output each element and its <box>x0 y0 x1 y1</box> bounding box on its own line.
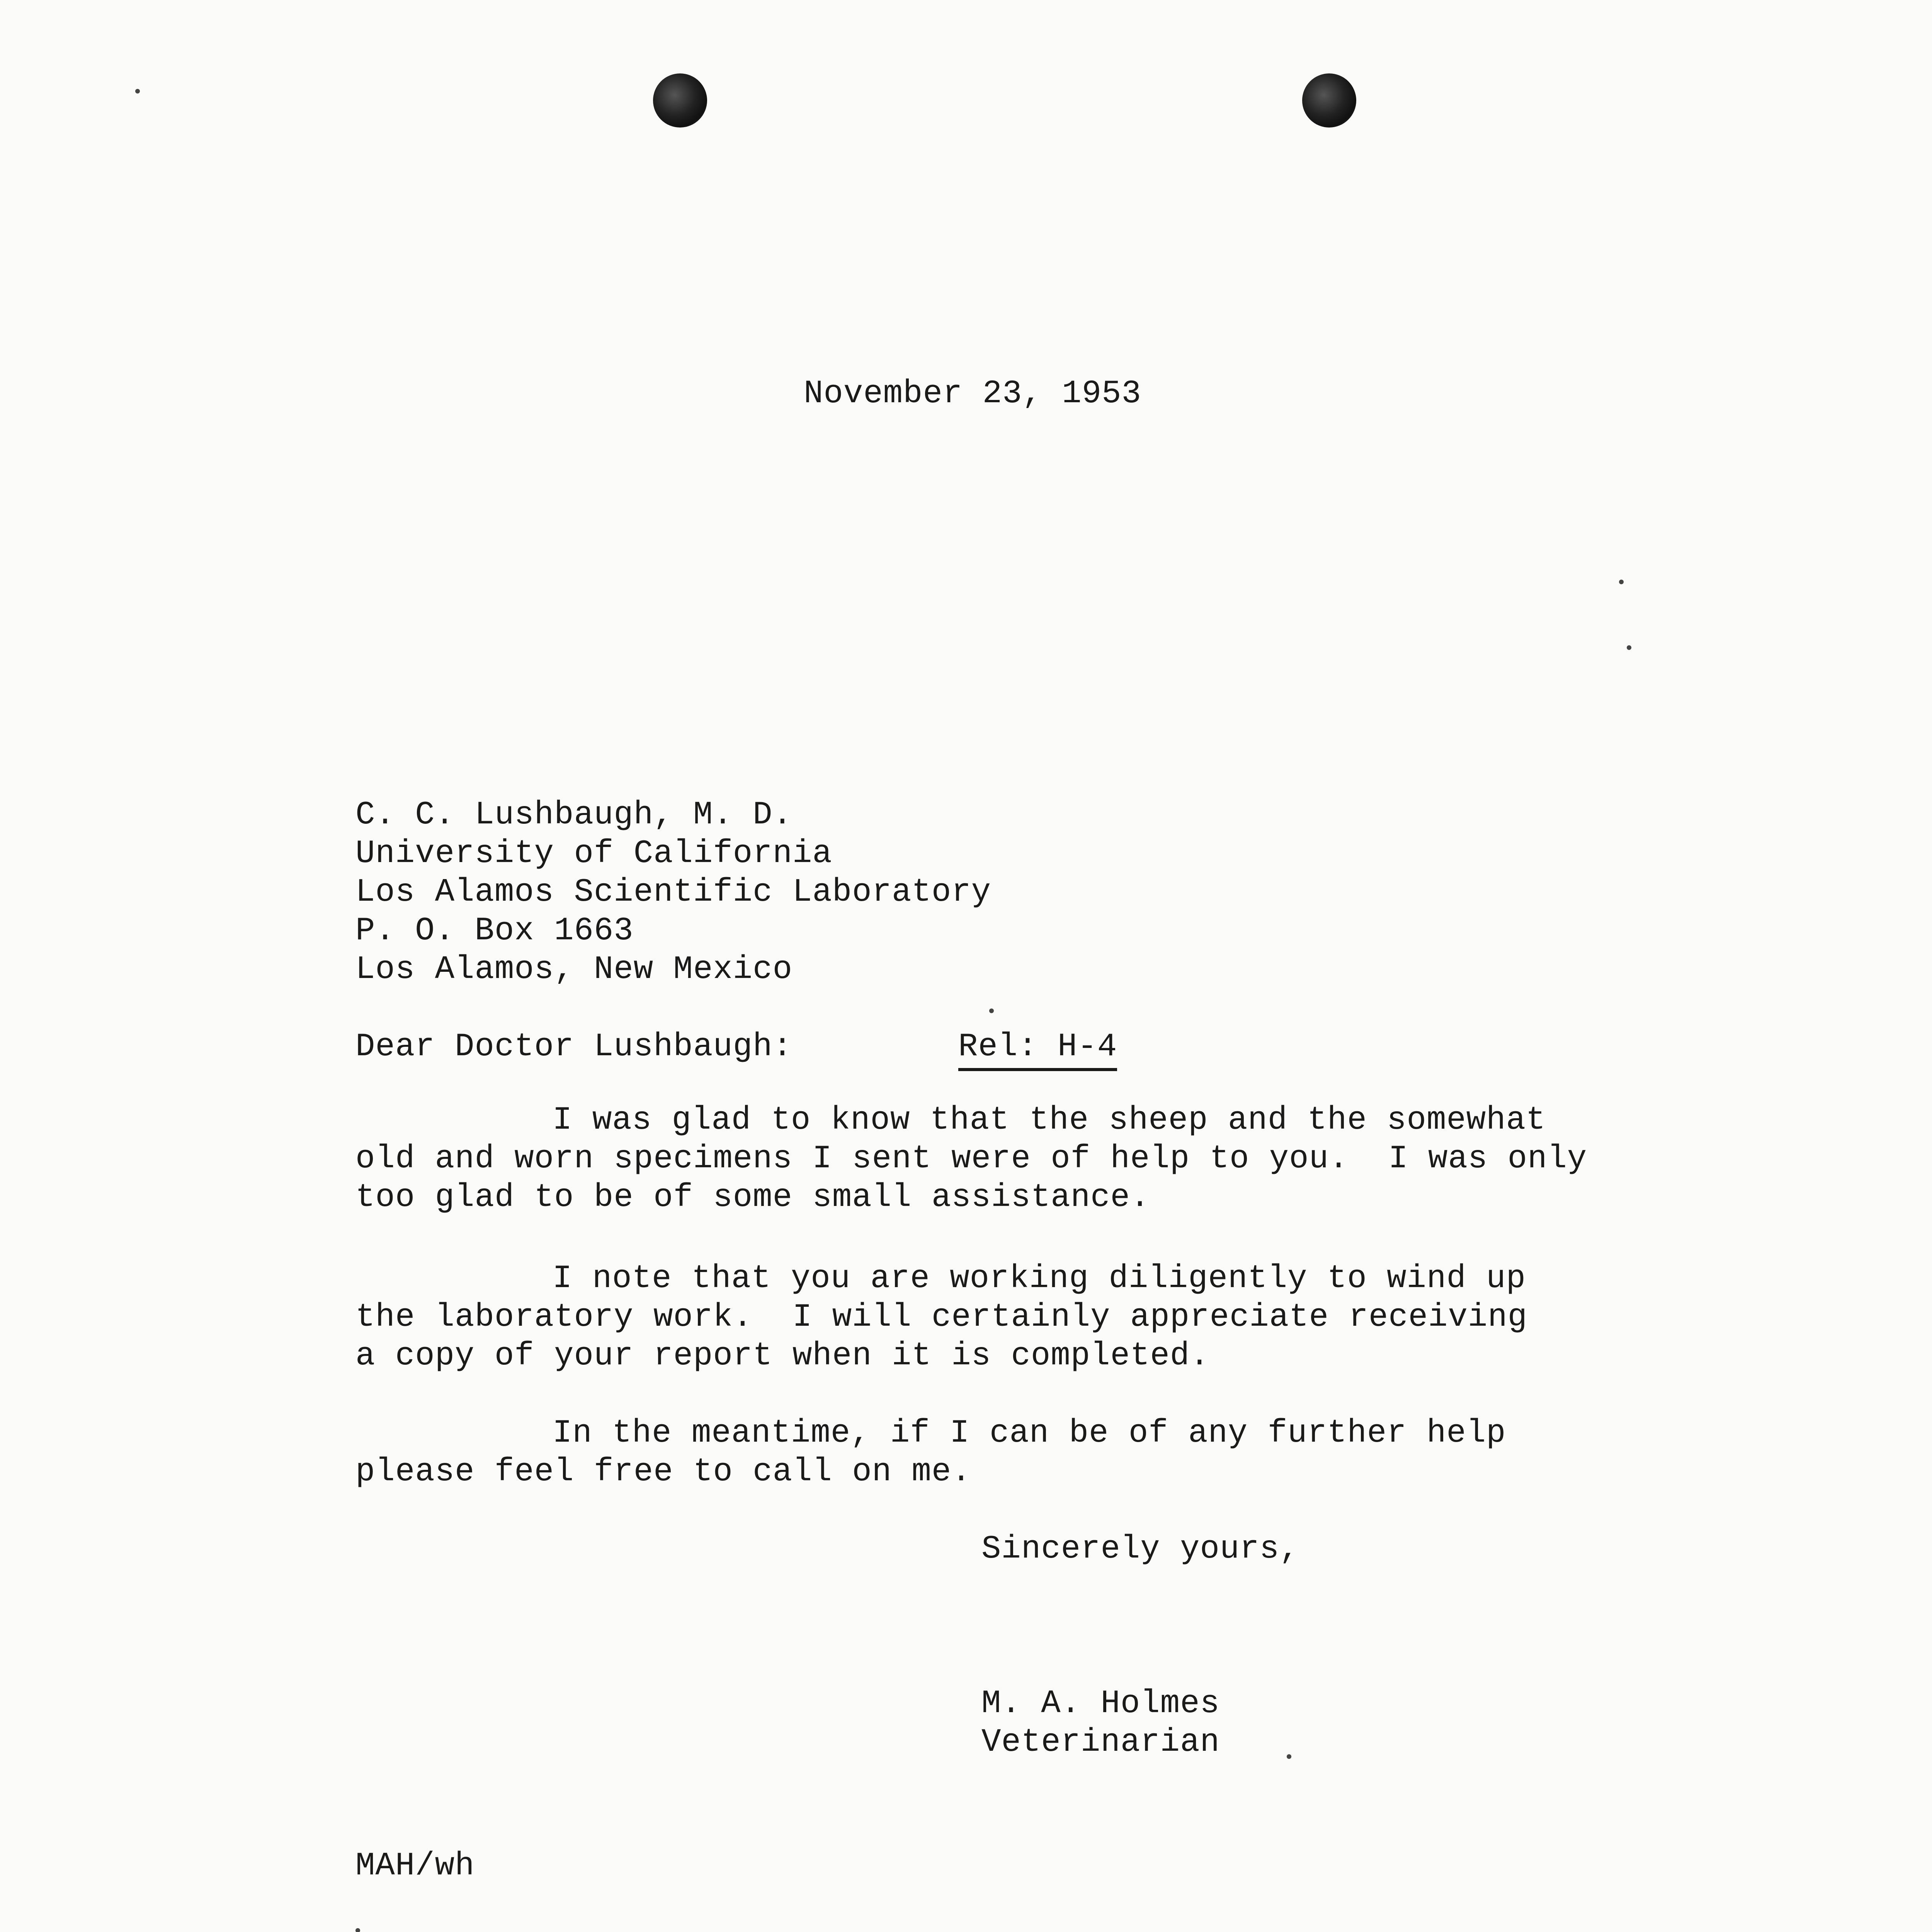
scan-speck <box>135 89 140 94</box>
paragraph-line: old and worn specimens I sent were of help to you. I was only <box>355 1141 1587 1177</box>
punch-hole-right <box>1302 73 1356 128</box>
paragraph-line: I was glad to know that the sheep and the somewhat <box>553 1102 1546 1139</box>
letter-date: November 23, 1953 <box>804 376 1141 412</box>
recipient-po-box: P. O. Box 1663 <box>355 913 634 949</box>
scan-speck <box>989 1009 994 1013</box>
signer-name: M. A. Holmes <box>981 1685 1220 1722</box>
scan-speck <box>355 1928 360 1932</box>
paragraph-line: the laboratory work. I will certainly appreciate receiving <box>355 1299 1528 1336</box>
paragraph-line: a copy of your report when it is completed. <box>355 1338 1210 1374</box>
paragraph-line: too glad to be of some small assistance. <box>355 1179 1150 1216</box>
punch-hole-left <box>653 73 707 128</box>
paragraph-line: I note that you are working diligently to wind up <box>553 1260 1526 1297</box>
closing: Sincerely yours, <box>981 1531 1299 1568</box>
paragraph-line: please feel free to call on me. <box>355 1454 971 1490</box>
typist-initials: MAH/wh <box>355 1848 475 1884</box>
recipient-laboratory: Los Alamos Scientific Laboratory <box>355 874 992 911</box>
scan-speck <box>1627 645 1631 650</box>
signer-title: Veterinarian <box>981 1724 1220 1761</box>
recipient-city-state: Los Alamos, New Mexico <box>355 951 793 988</box>
reference-line: Rel: H-4 <box>958 1028 1117 1071</box>
scan-speck <box>1287 1754 1291 1759</box>
paragraph-line: In the meantime, if I can be of any further help <box>553 1415 1506 1452</box>
scan-speck <box>1619 580 1624 584</box>
recipient-institution: University of California <box>355 835 832 872</box>
recipient-name: C. C. Lushbaugh, M. D. <box>355 797 793 833</box>
salutation: Dear Doctor Lushbaugh: <box>355 1029 793 1065</box>
